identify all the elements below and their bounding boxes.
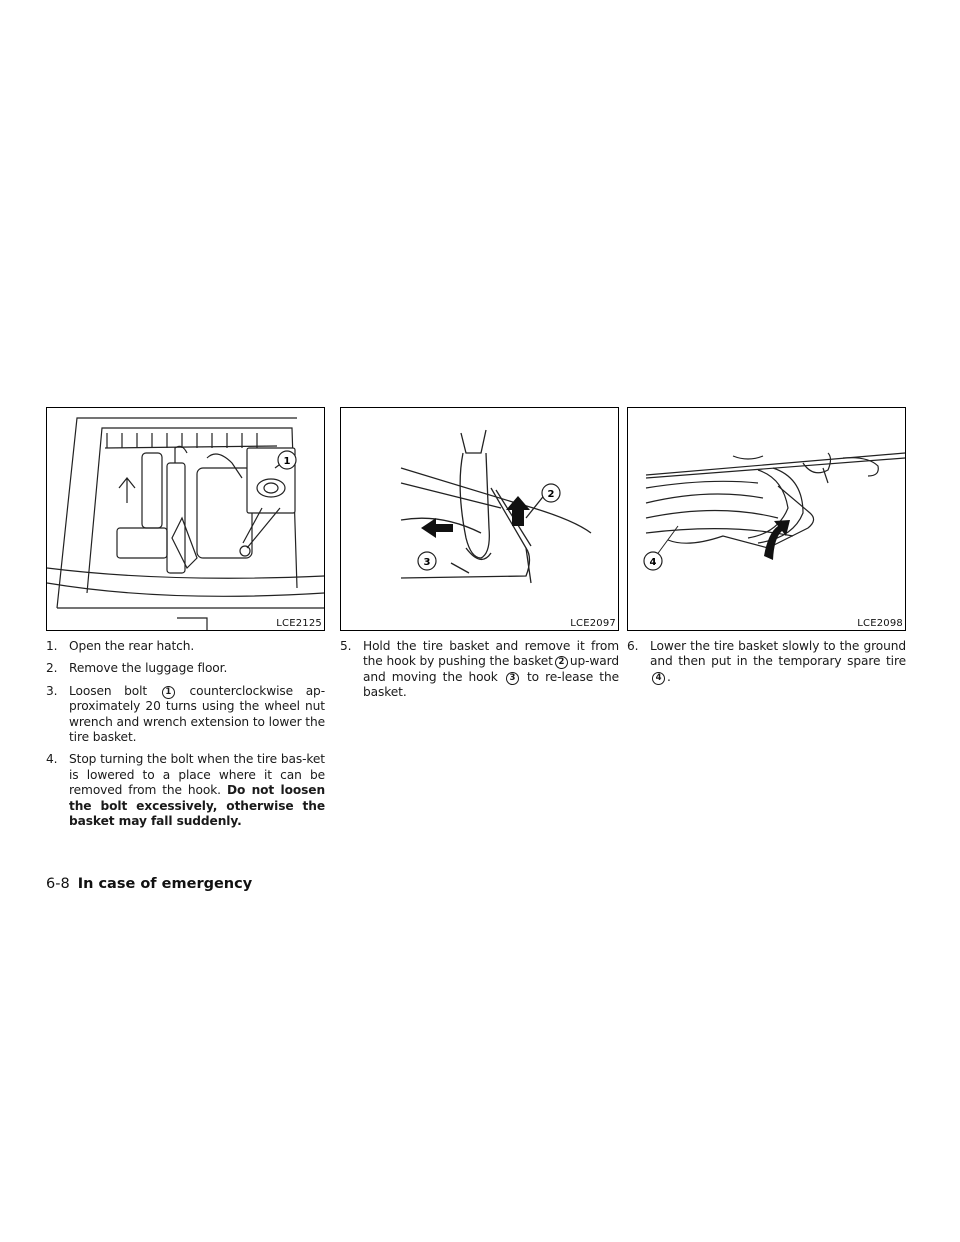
callout-2-label: 2 bbox=[547, 489, 555, 500]
page-number: 6-8 bbox=[46, 876, 70, 892]
step-4: 4. Stop turning the bolt when the tire bas-ket is lowered to a place where it can be removed from the hook. Do not loosen the bolt excessively, otherwise the basket may fall suddenly. bbox=[46, 752, 326, 829]
step-2: 2. Remove the luggage floor. bbox=[46, 661, 228, 676]
column-3 bbox=[627, 407, 906, 692]
figure-code: LCE2098 bbox=[857, 618, 903, 629]
basket-release-illustration bbox=[341, 408, 618, 630]
callout-1-icon: 1 bbox=[162, 686, 175, 699]
figure-basket-release bbox=[340, 407, 619, 631]
step-3: 3. Loosen bolt 1 counterclockwise ap-proximately 20 turns using the wheel nut wrench and wrench extension to lower the tire basket. bbox=[46, 683, 325, 745]
steps-list-3 bbox=[627, 639, 906, 685]
callout-4-icon: 4 bbox=[652, 672, 665, 685]
page-footer bbox=[46, 876, 252, 892]
steps-list-1 bbox=[46, 639, 325, 829]
callout-3-icon: 3 bbox=[506, 672, 519, 685]
step-5: 5. Hold the tire basket and remove it from the hook by pushing the basket 2 up-ward and moving the hook 3 to re-lease the basket. bbox=[340, 639, 619, 700]
figure-tool-storage bbox=[46, 407, 325, 631]
tool-storage-illustration bbox=[47, 408, 324, 630]
lower-basket-illustration bbox=[628, 408, 905, 630]
section-title: In case of emergency bbox=[77, 876, 253, 892]
callout-2-icon: 2 bbox=[555, 656, 568, 669]
figure-lower-basket bbox=[627, 407, 906, 631]
warning-text: Do not loosen the bolt excessively, otherwise the basket may fall suddenly. bbox=[69, 783, 326, 829]
callout-3-label: 3 bbox=[423, 557, 431, 568]
step-1: 1. Open the rear hatch. bbox=[46, 639, 195, 653]
callout-4-label: 4 bbox=[649, 557, 657, 568]
callout-1-label: 1 bbox=[283, 456, 291, 467]
steps-list-2 bbox=[340, 639, 619, 701]
figure-code: LCE2125 bbox=[276, 618, 322, 629]
figure-code: LCE2097 bbox=[570, 618, 616, 629]
column-2 bbox=[340, 407, 619, 708]
step-6: 6. Lower the tire basket slowly to the ground and then put in the temporary spare tire4 . bbox=[627, 639, 906, 684]
column-1 bbox=[46, 407, 325, 836]
